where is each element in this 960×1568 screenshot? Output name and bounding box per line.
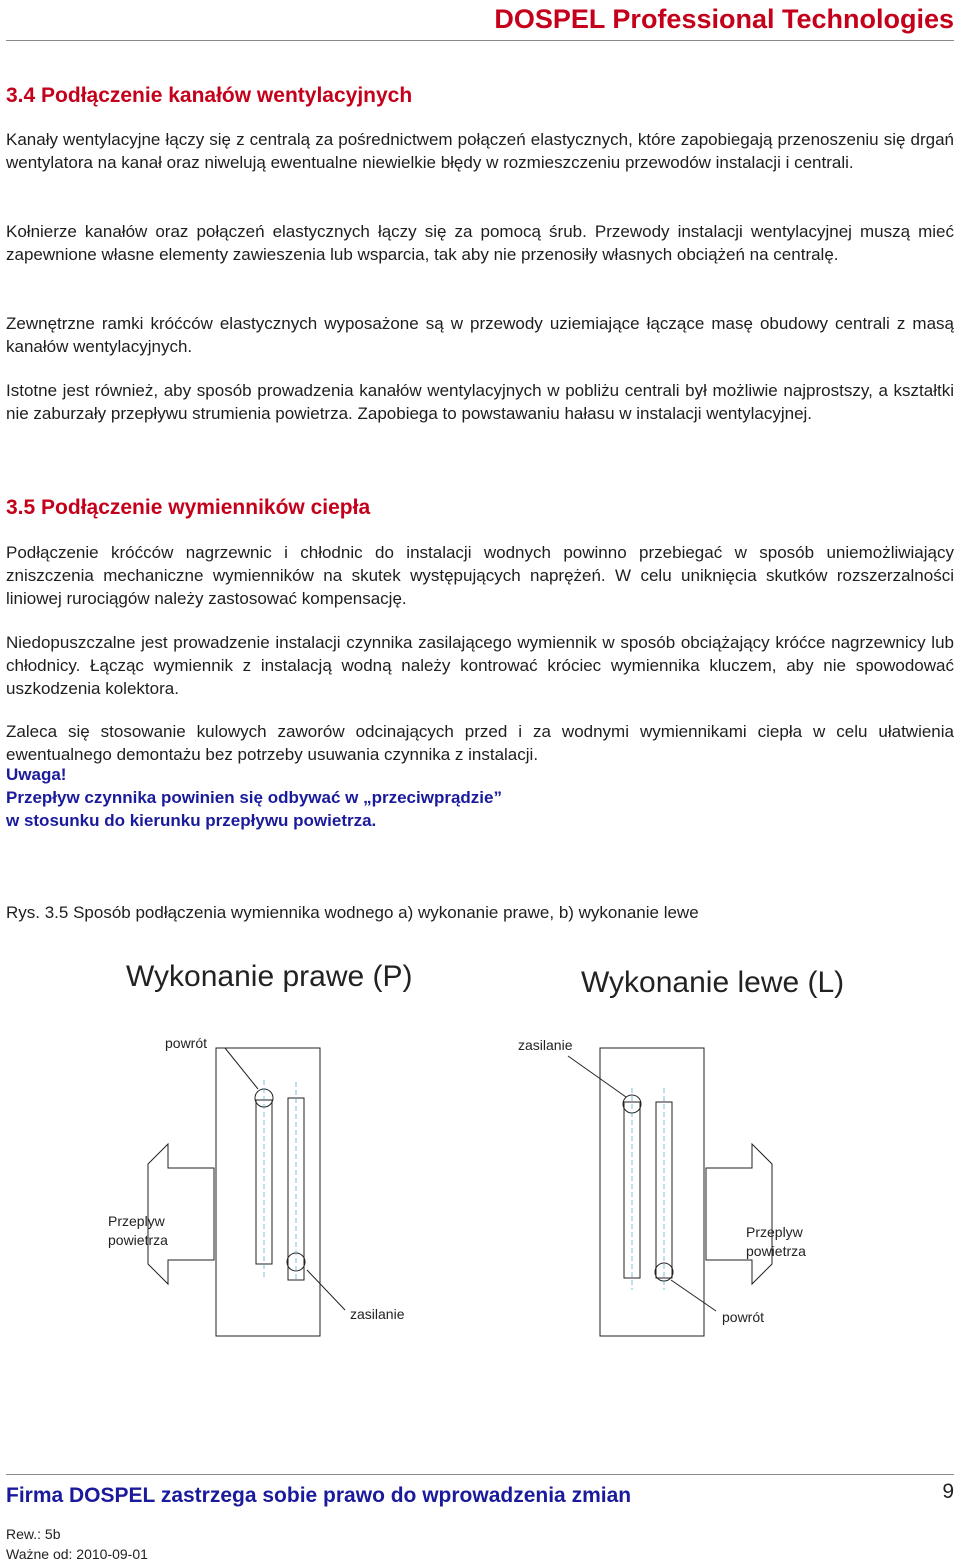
airflow-label-line: Przeplyw [108,1213,165,1229]
revision: Rew.: 5b [6,1526,61,1542]
paragraph: Kanały wentylacyjne łączy się z centralą za pośrednictwem połączeń elastycznych, które zapobiegają przenoszeniu się drgań wentylatora na kanał oraz niwelują ewentualne niewielkie błędy w rozmieszczeniu przewodów instalacji i centrali. [6,130,954,172]
page-number: 9 [942,1480,954,1503]
exchanger-left [568,1048,772,1336]
footer-divider [6,1474,954,1475]
diagram-title-left: Wykonanie lewe (L) [581,966,845,999]
paragraph: Kołnierze kanałów oraz połączeń elastycznych łączy się za pomocą śrub. Przewody instalacji wentylacyjnej muszą mieć zapewnione własne elementy zawieszenia lub wsparcia, tak aby nie przenosiły własnych obciążeń na centralę. [6,222,954,264]
warning-line: w stosunku do kierunku przepływu powietrza. [6,811,377,830]
section-title-3-4: 3.4 Podłączenie kanałów wentylacyjnych [6,84,413,107]
airflow-label-line: powietrza [746,1243,806,1259]
label-return-left: powrót [722,1309,765,1325]
label-supply-right: zasilanie [350,1306,405,1322]
paragraph: Zaleca się stosowanie kulowych zaworów odcinających przed i za wodnymi wymiennikami ciepła w celu ułatwienia ewentualnego demontażu bez potrzeby usuwania czynnika z instalacji. [6,722,954,764]
paragraph: Niedopuszczalne jest prowadzenie instalacji czynnika zasilającego wymiennik w sposób obciążający króćce nagrzewnicy lub chłodnicy. Łącząc wymiennik z instalacją wodną należy kontrować króciec wymiennika kluczem, aby nie spowodować uszkodzenia kolektora. [6,633,954,698]
diagram-title-right: Wykonanie prawe (P) [126,960,413,993]
leader-line [225,1048,258,1089]
airflow-label-line: powietrza [108,1232,168,1248]
leader-line [568,1056,626,1097]
label-supply-left: zasilanie [518,1037,573,1053]
warning-title: Uwaga! [6,765,67,784]
valid-from: Ważne od: 2010-09-01 [6,1546,148,1562]
figure-caption: Rys. 3.5 Sposób podłączenia wymiennika wodnego a) wykonanie prawe, b) wykonanie lewe [6,903,699,922]
brand-header: DOSPEL Professional Technologies [494,4,954,34]
airflow-arrow-left [706,1144,772,1284]
exchanger-right [148,1048,345,1336]
airflow-arrow-right [148,1144,214,1284]
leader-line [671,1280,716,1311]
paragraph: Podłączenie króćców nagrzewnic i chłodnic do instalacji wodnych powinno przebiegać w sposób uniemożliwiający zniszczenia mechaniczne wymienników na skutek występujących naprężeń. W celu uniknięcia skutków rozszerzalności liniowej rurociągów należy zastosować kompensację. [6,543,954,608]
warning-line: Przepływ czynnika powinien się odbywać w „przeciwprądzie” [6,788,502,807]
paragraph: Istotne jest również, aby sposób prowadzenia kanałów wentylacyjnych w pobliżu centrali był możliwie najprostszy, a kształtki nie zaburzały przepływu strumienia powietrza. Zapobiega to powstawaniu hałasu w instalacji wentylacyjnej. [6,381,954,423]
airflow-label-line: Przeplyw [746,1224,803,1240]
label-return-right: powrót [165,1035,208,1051]
leader-line [307,1270,345,1310]
exchanger-housing [600,1048,704,1336]
section-title-3-5: 3.5 Podłączenie wymienników ciepła [6,496,371,519]
footer-notice: Firma DOSPEL zastrzega sobie prawo do wprowadzenia zmian [6,1484,632,1507]
paragraph: Zewnętrzne ramki króćców elastycznych wyposażone są w przewody uziemiające łączące masę obudowy centrali z masą kanałów wentylacyjnych. [6,314,954,356]
